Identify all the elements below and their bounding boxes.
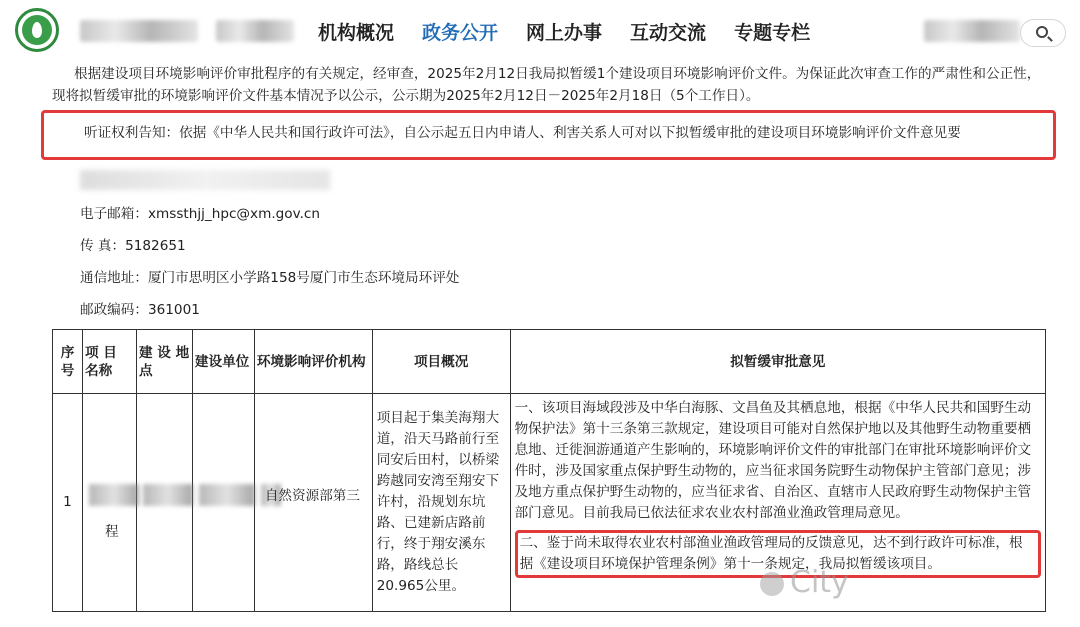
blurred-header-link [924, 20, 1020, 42]
row-project-name [82, 394, 136, 612]
nav-item-interaction[interactable]: 互动交流 [630, 22, 707, 44]
hearing-rights-notice [41, 110, 1056, 160]
table-header-row [53, 330, 1046, 394]
row-overview: 项目起于集美海翔大道，沿天马路前行至同安后田村，以桥梁跨越同安湾至翔安下许村，沿规划东坑路、已建新店路前行，终于翔安溪东路，路线总长20.965公里。 [372, 394, 510, 612]
blurred-site-subname [216, 20, 294, 42]
main-nav [318, 18, 838, 45]
project-table [52, 329, 1046, 612]
header-location: 建 设 地点 [136, 330, 192, 394]
project-name-tail: 程 [104, 524, 119, 540]
header-builder: 建设单位 [192, 330, 254, 394]
header-eia-agency: 环境影响评价机构 [254, 330, 372, 394]
blurred-project-name [89, 484, 139, 506]
row-opinion [510, 394, 1045, 612]
blurred-location [143, 484, 193, 506]
nav-item-about[interactable]: 机构概况 [318, 22, 395, 44]
table-row [53, 394, 1046, 612]
row-eia-agency [254, 394, 372, 612]
header-opinion: 拟暂缓审批意见 [510, 330, 1045, 394]
header-project-name: 项 目 名称 [82, 330, 136, 394]
opinion-paragraph-2: 二、鉴于尚未取得农业农村部渔业渔政管理局的反馈意见，达不到行政许可标准，根据《建设项目环境保护管理条例》第十一条规定，我局拟暂缓该项目。 [515, 530, 1041, 578]
agency-tail: 自然资源部第三 [264, 488, 360, 504]
search-icon [1036, 26, 1048, 38]
search-button[interactable] [1020, 19, 1066, 47]
notice-text: 听证权利告知：依据《中华人民共和国行政许可法》，自公示起五日内申请人、利害关系人可对以下拟暂缓审批的建设项目环境影响评价文件意见要 [84, 125, 961, 141]
blurred-site-name [80, 20, 198, 42]
nav-item-public-affairs[interactable]: 政务公开 [422, 22, 499, 44]
opinion-paragraph-1: 一、该项目海域段涉及中华白海豚、文昌鱼及其栖息地，根据《中华人民共和国野生动物保护法》第十三条第三款规定，建设项目可能对自然保护地以及其他野生动物重要栖息地、迁徙洄游通道产生影响的，环境影响评价文件的审批部门在审批环境影响评价文件时，涉及国家重点保护野生动物的，应当征求国务院野生动物保护主管部门意见；涉及地方重点保护野生动物的，应当征求省、自治区、直辖市人民政府野生动物保护主管部门意见。目前我局已依法征求农业农村部渔业渔政管理局意见。 [514, 400, 1032, 521]
header-overview: 项目概况 [372, 330, 510, 394]
watermark-text: City [790, 565, 849, 600]
header-index: 序号 [53, 330, 83, 394]
contact-address: 通信地址：厦门市思明区小学路158号厦门市生态环境局环评处 [80, 270, 460, 286]
blurred-builder [199, 484, 255, 506]
site-logo-icon[interactable] [15, 8, 59, 52]
nav-item-online-services[interactable]: 网上办事 [526, 22, 603, 44]
contact-email: 电子邮箱：xmssthjj_hpc@xm.gov.cn [80, 206, 320, 222]
blurred-notice-continuation [80, 170, 330, 190]
contact-fax: 传 真：5182651 [80, 238, 186, 254]
intro-paragraph: 根据建设项目环境影响评价审批程序的有关规定，经审查，2025年2月12日我局拟暂缓1个建设项目环境影响评价文件。为保证此次审查工作的严肃性和公正性，现将拟暂缓审批的环境影响评价文件基本情况予以公示，公示期为2025年2月12日－2025年2月18日（5个工作日）。 [52, 66, 1041, 104]
contact-postcode: 邮政编码：361001 [80, 302, 200, 318]
nav-item-special-topics[interactable]: 专题专栏 [734, 22, 811, 44]
row-builder [192, 394, 254, 612]
row-location [136, 394, 192, 612]
row-index: 1 [53, 394, 83, 612]
site-header [0, 0, 1080, 58]
